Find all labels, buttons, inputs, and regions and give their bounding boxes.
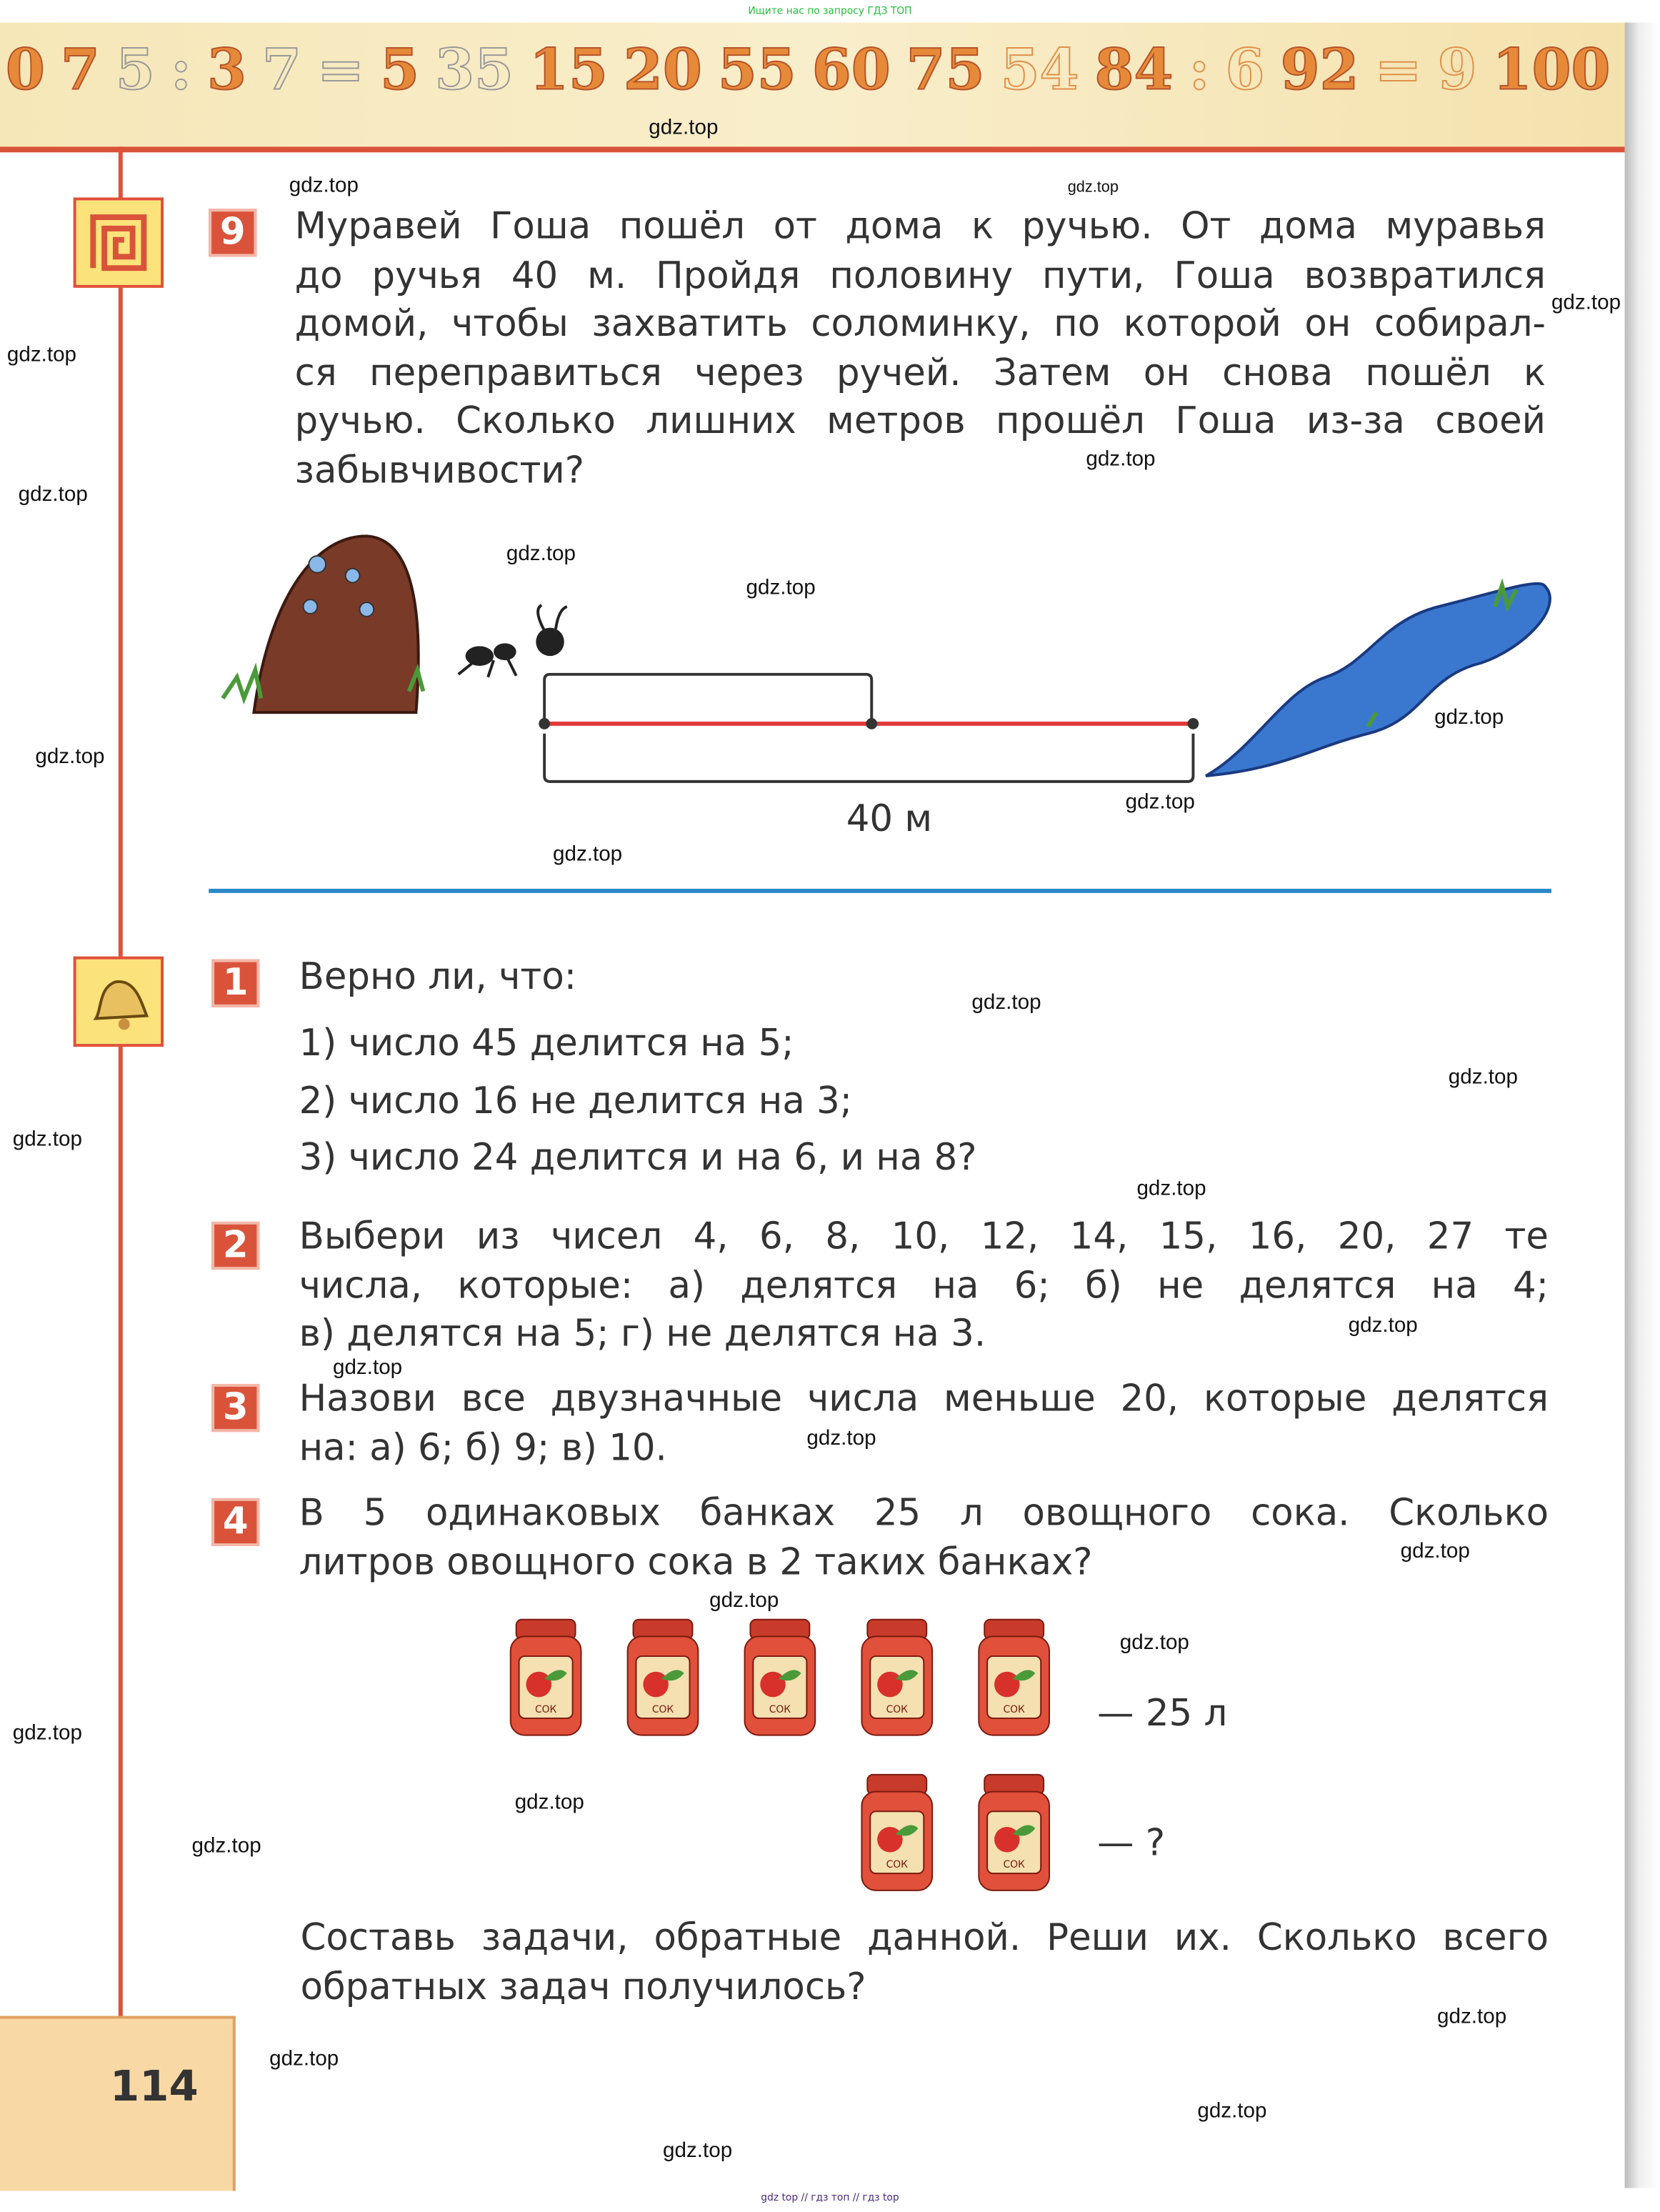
task1-title: Верно ли, что: bbox=[299, 956, 577, 999]
page-number: 114 bbox=[110, 2062, 199, 2112]
text-line: Муравей Гоша пошёл от дома к ручью. От дома муравья bbox=[294, 206, 1546, 249]
watermark: gdz.top bbox=[1437, 2004, 1507, 2029]
watermark: gdz.top bbox=[663, 2138, 733, 2163]
watermark: gdz.top bbox=[6, 342, 77, 367]
watermark: gdz.top bbox=[1086, 447, 1156, 472]
jar-label: СОК bbox=[534, 1704, 557, 1716]
watermark: gdz.top bbox=[1136, 1176, 1206, 1201]
ant-path-diagram bbox=[211, 522, 1566, 804]
text-line: ся переправиться через ручей. Затем он снова пошёл к bbox=[294, 352, 1546, 394]
banner-number: : bbox=[1189, 36, 1210, 104]
section-divider bbox=[209, 889, 1551, 893]
jar-label: СОК bbox=[886, 1704, 908, 1716]
banner-number: 0 bbox=[5, 36, 45, 104]
watermark: gdz.top bbox=[1348, 1313, 1418, 1337]
margin-line bbox=[119, 146, 123, 2016]
banner-number: 15 bbox=[529, 36, 608, 104]
banner-number: : bbox=[170, 36, 191, 104]
watermark: gdz.top bbox=[971, 990, 1041, 1015]
watermark: gdz.top bbox=[1400, 1539, 1470, 1563]
banner-number: 3 bbox=[206, 36, 246, 104]
watermark: gdz.top bbox=[12, 1127, 82, 1152]
text-line: в) делятся на 5; г) не делятся на 3. bbox=[299, 1313, 986, 1356]
distance-label: 40 м bbox=[846, 798, 933, 841]
midpoint bbox=[866, 718, 877, 729]
watermark: gdz.top bbox=[649, 115, 719, 140]
text-line: Составь задачи, обратные данной. Реши их. Сколько всего bbox=[300, 1917, 1549, 1960]
watermark: gdz.top bbox=[709, 1588, 779, 1613]
row1-label: — 25 л bbox=[1097, 1693, 1228, 1735]
list-item: 1) число 45 делится на 5; bbox=[299, 1022, 794, 1065]
watermark: gdz.top bbox=[1067, 179, 1119, 196]
text-line: забывчивости? bbox=[294, 449, 584, 492]
watermark: gdz.top bbox=[332, 1355, 403, 1380]
banner-number: 92 bbox=[1280, 36, 1359, 104]
juice-jar bbox=[742, 1617, 819, 1738]
juice-jar bbox=[976, 1617, 1052, 1738]
banner-number: = bbox=[316, 36, 365, 104]
jar-label: СОК bbox=[886, 1859, 908, 1871]
banner-number: 75 bbox=[906, 36, 985, 104]
watermark: gdz.top bbox=[191, 1833, 261, 1858]
watermark: gdz.top bbox=[269, 2046, 339, 2071]
watermark: gdz.top bbox=[1125, 789, 1195, 814]
stream-point bbox=[1188, 718, 1199, 729]
watermark: gdz.top bbox=[514, 1790, 584, 1815]
ant-illustration bbox=[459, 605, 567, 677]
row2-label: — ? bbox=[1097, 1823, 1166, 1865]
text-line: до ручья 40 м. Пройдя половину пути, Гоша возвратился bbox=[294, 254, 1546, 297]
list-item: 3) число 24 делится и на 6, и на 8? bbox=[299, 1137, 977, 1180]
watermark: gdz.top bbox=[35, 744, 105, 769]
jar-label: СОК bbox=[651, 1704, 674, 1716]
task3-text bbox=[299, 1375, 1549, 1473]
juice-jar bbox=[625, 1617, 701, 1738]
watermark: gdz.top bbox=[806, 1426, 876, 1450]
banner-number: 9 bbox=[1437, 36, 1477, 104]
task-number: 3 bbox=[211, 1384, 259, 1432]
juice-jar bbox=[976, 1772, 1052, 1893]
text-line: литров овощного сока в 2 таких банках? bbox=[299, 1541, 1093, 1584]
full-path-bracket bbox=[544, 734, 1193, 782]
banner-number: 5 bbox=[115, 36, 155, 104]
watermark: gdz.top bbox=[1448, 1065, 1518, 1090]
banner-number: 54 bbox=[1000, 36, 1079, 104]
task4-followup bbox=[301, 1914, 1549, 2011]
watermark: gdz.top bbox=[1551, 290, 1621, 315]
banner-number: 7 bbox=[261, 36, 301, 104]
text-line: числа, которые: а) делятся на 6; б) не делятся на 4; bbox=[299, 1265, 1549, 1307]
watermark: gdz.top bbox=[1119, 1630, 1189, 1655]
text-line: домой, чтобы захватить соломинку, по которой он собирал- bbox=[294, 303, 1546, 346]
banner-number: 84 bbox=[1094, 36, 1174, 104]
watermark: gdz.top bbox=[746, 575, 816, 600]
text-line: на: а) 6; б) 9; в) 10. bbox=[299, 1427, 667, 1470]
bell-icon bbox=[74, 957, 164, 1047]
half-path-bracket bbox=[544, 674, 871, 719]
jar-row-2 bbox=[859, 1772, 1052, 1893]
banner-number: 60 bbox=[811, 36, 891, 104]
task-number: 1 bbox=[211, 960, 259, 1007]
anthill-illustration bbox=[223, 536, 423, 712]
task4-text bbox=[299, 1490, 1549, 1587]
watermark: gdz.top bbox=[1197, 2099, 1267, 2123]
jar-row-5 bbox=[508, 1617, 1052, 1738]
banner-number: 20 bbox=[623, 36, 702, 104]
banner-number: 55 bbox=[717, 36, 796, 104]
watermark: gdz.top bbox=[553, 842, 623, 867]
juice-jar bbox=[508, 1617, 584, 1738]
text-line: В 5 одинаковых банках 25 л овощного сока. Сколько bbox=[299, 1493, 1549, 1535]
text-line: Выбери из чисел 4, 6, 8, 10, 12, 14, 15, 16, 20, 27 те bbox=[299, 1216, 1549, 1259]
banner-number: 100 bbox=[1492, 36, 1611, 104]
watermark: gdz.top bbox=[12, 1720, 82, 1745]
list-item: 2) число 16 не делится на 3; bbox=[299, 1080, 853, 1122]
header-note: Ищите нас по запросу ГДЗ ТОП bbox=[748, 5, 912, 17]
task-number: 4 bbox=[211, 1498, 259, 1546]
task-number: 2 bbox=[211, 1222, 259, 1270]
watermark: gdz.top bbox=[289, 173, 359, 198]
juice-jar bbox=[859, 1772, 935, 1893]
footer-note: gdz top // гдз топ // гдз top bbox=[761, 2192, 899, 2204]
watermark: gdz.top bbox=[506, 542, 576, 566]
decorative-number-banner bbox=[0, 23, 1625, 153]
text-line: Назови все двузначные числа меньше 20, которые делятся bbox=[299, 1378, 1549, 1421]
banner-number: = bbox=[1374, 36, 1422, 104]
banner-number: 7 bbox=[60, 36, 100, 104]
watermark: gdz.top bbox=[18, 482, 88, 507]
task-number: 9 bbox=[209, 209, 256, 256]
task1-items bbox=[299, 1016, 977, 1187]
text-line: обратных задач получилось? bbox=[300, 1966, 866, 2008]
jar-label: СОК bbox=[769, 1704, 791, 1716]
jar-label: СОК bbox=[1003, 1859, 1025, 1871]
jar-label: СОК bbox=[1003, 1704, 1025, 1716]
watermark: gdz.top bbox=[1434, 705, 1504, 729]
home-point bbox=[539, 718, 550, 729]
task9-text bbox=[295, 203, 1546, 495]
text-line: ручью. Сколько лишних метров прошёл Гоша из-за своей bbox=[294, 400, 1546, 443]
banner-number: 5 bbox=[380, 36, 420, 104]
banner-number: 6 bbox=[1225, 36, 1265, 104]
banner-number: 35 bbox=[435, 36, 514, 104]
juice-jar bbox=[859, 1617, 935, 1738]
stream-illustration bbox=[1206, 584, 1550, 776]
spiral-icon bbox=[74, 197, 164, 287]
page-edge bbox=[1625, 23, 1660, 2188]
